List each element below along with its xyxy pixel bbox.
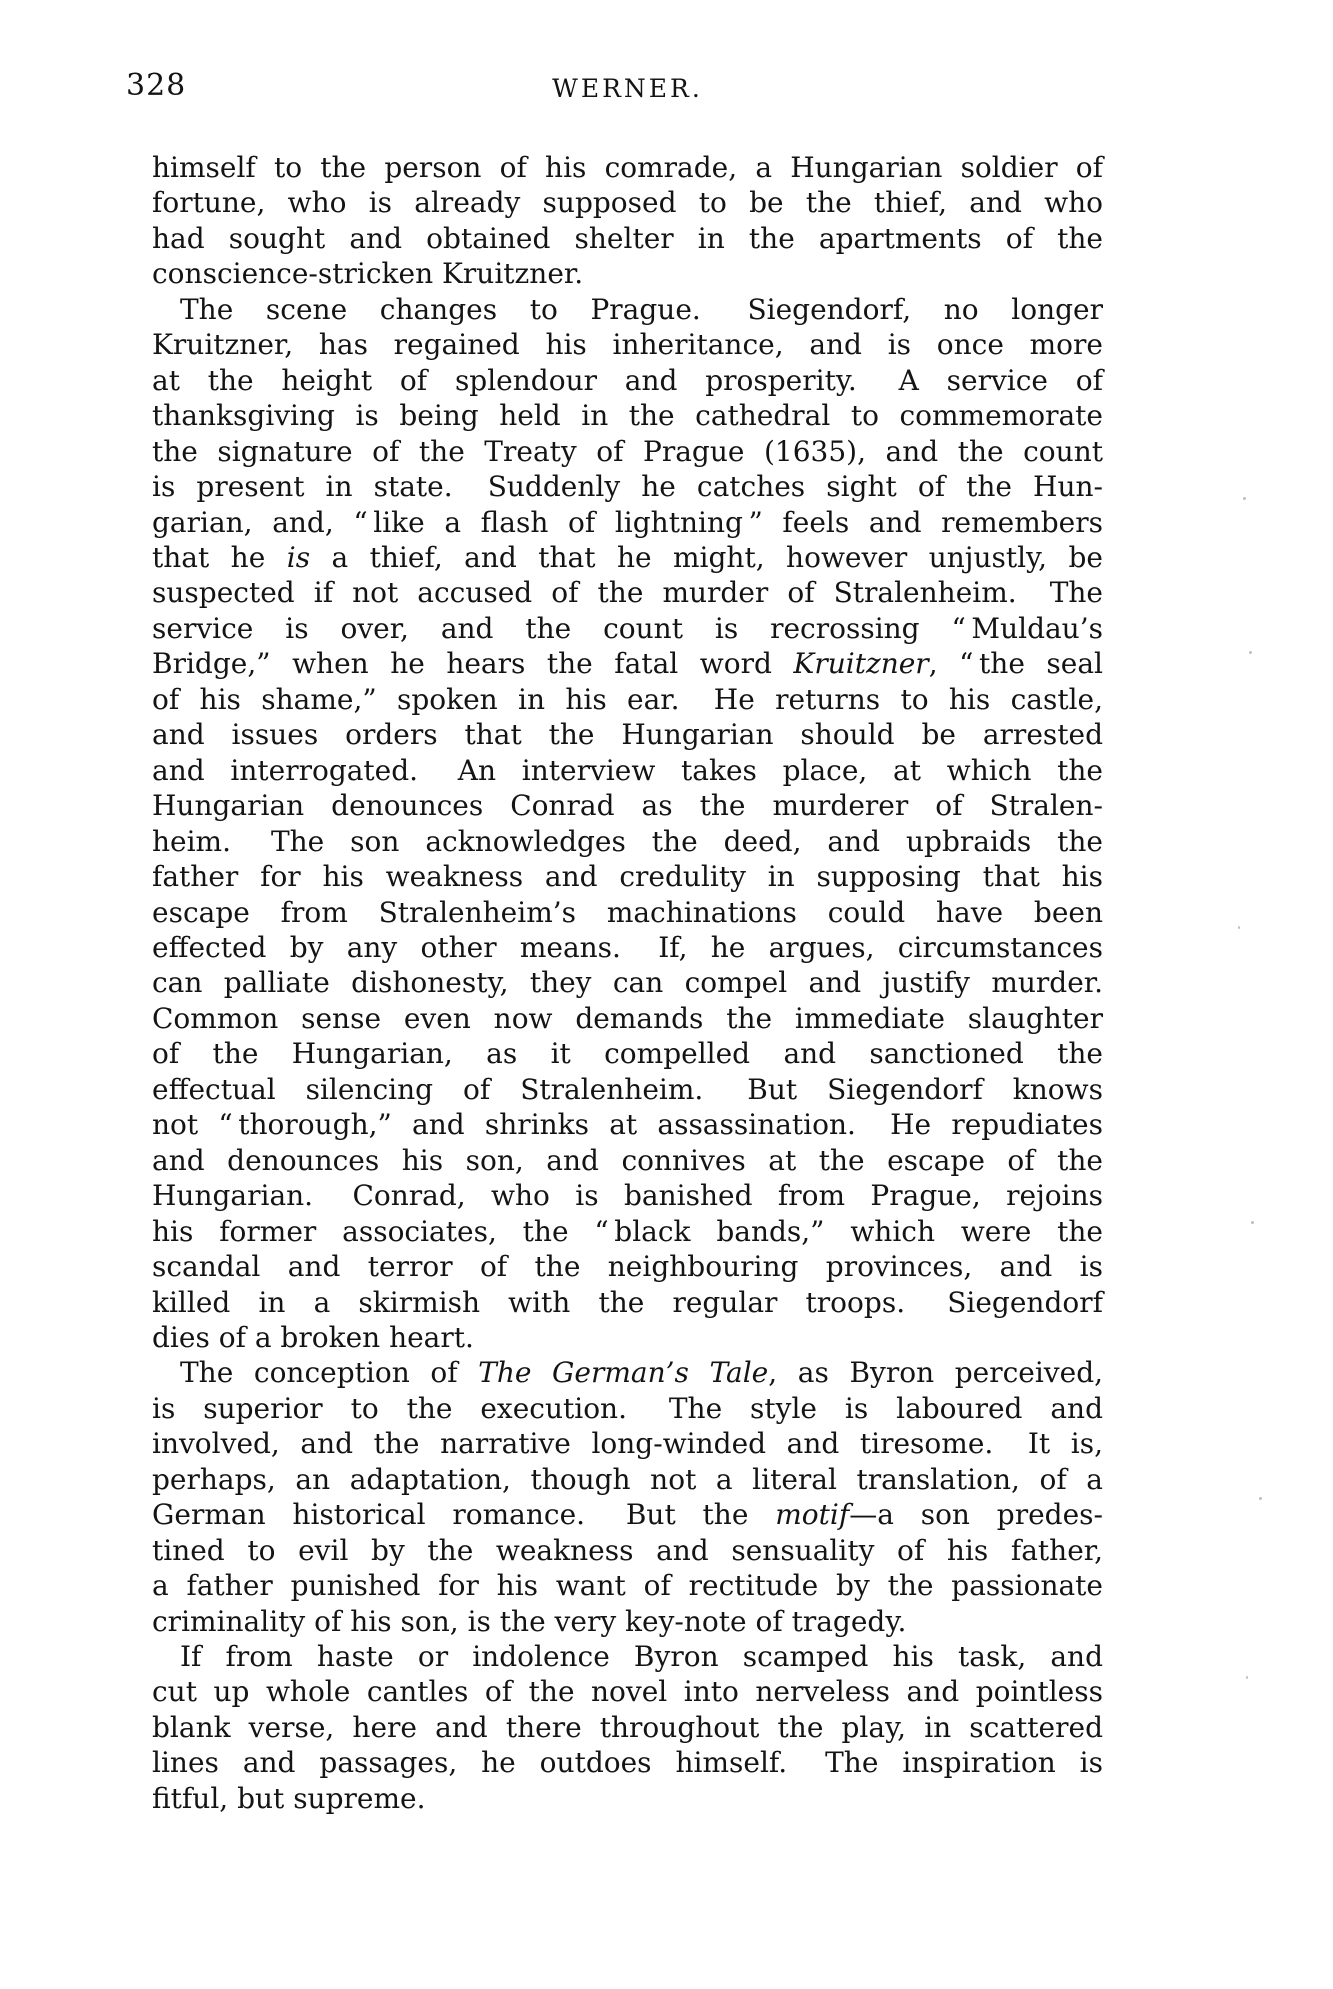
text-segment: If from haste or indolence Byron scamped his task, and (180, 1640, 1103, 1674)
text-segment: Common sense even now demands the immediate slaughter (152, 1001, 1103, 1035)
text-segment: father for his weakness and credulity in supposing that his (152, 860, 1103, 894)
text-segment: a father punished for his want of rectitude by the passionate (152, 1569, 1103, 1603)
text-segment: conscience-stricken Kruitzner. (152, 257, 584, 291)
text-line (152, 575, 1103, 610)
text-segment: fitful, but supreme. (152, 1781, 426, 1815)
text-segment: can palliate dishonesty, they can compel and justify murder. (152, 966, 1103, 1000)
running-head: WERNER. (552, 74, 703, 103)
text-segment: criminality of his son, is the very key-note of tragedy. (152, 1604, 907, 1638)
text-line (152, 1604, 1103, 1639)
text-line (152, 1462, 1103, 1497)
italic-text: Kruitzner (793, 647, 929, 681)
text-line (152, 788, 1103, 823)
text-segment: effectual silencing of Stralenheim. But Siegendorf knows (152, 1072, 1103, 1106)
text-line (152, 256, 1103, 291)
scan-speck (1249, 651, 1252, 654)
text-segment: a thief, and that he might, however unjustly, be (310, 540, 1103, 574)
text-segment: fortune, who is already supposed to be the thief, and who (152, 186, 1103, 220)
text-line (152, 1072, 1103, 1107)
text-segment: is present in state. Suddenly he catches sight of the Hun- (152, 470, 1103, 504)
text-line (152, 753, 1103, 788)
text-line (152, 1639, 1103, 1674)
text-line (152, 859, 1103, 894)
text-line (152, 185, 1103, 220)
text-segment: —a son predes- (849, 1498, 1103, 1532)
text-line (152, 398, 1103, 433)
text-segment: effected by any other means. If, he argues, circumstances (152, 930, 1103, 964)
text-line (152, 682, 1103, 717)
text-line (152, 1674, 1103, 1709)
text-line (152, 1355, 1103, 1390)
text-segment: the signature of the Treaty of Prague (1635), and the count (152, 434, 1103, 468)
text-segment: had sought and obtained shelter in the apartments of the (152, 221, 1103, 255)
text-segment: blank verse, here and there throughout the play, in scattered (152, 1710, 1103, 1744)
text-segment: not “ thorough,” and shrinks at assassination. He repudiates (152, 1108, 1103, 1142)
text-line (152, 1320, 1103, 1355)
text-segment: tined to evil by the weakness and sensuality of his father, (152, 1533, 1103, 1567)
text-line (152, 1391, 1103, 1426)
text-segment: and interrogated. An interview takes place, at which the (152, 753, 1103, 787)
text-line (152, 1781, 1103, 1816)
text-line (152, 1036, 1103, 1071)
text-segment: heim. The son acknowledges the deed, and upbraids the (152, 824, 1103, 858)
text-segment: and issues orders that the Hungarian should be arrested (152, 718, 1103, 752)
text-line (152, 1745, 1103, 1780)
text-segment: , as Byron perceived, (768, 1356, 1104, 1390)
text-segment: of his shame,” spoken in his ear. He returns to his castle, (152, 682, 1103, 716)
text-segment: Hungarian. Conrad, who is banished from Prague, rejoins (152, 1179, 1103, 1213)
text-line (152, 930, 1103, 965)
text-segment: himself to the person of his comrade, a Hungarian soldier of (152, 151, 1103, 184)
text-segment: at the height of splendour and prosperity. A service of (152, 363, 1103, 397)
text-segment: lines and passages, he outdoes himself. The inspiration is (152, 1746, 1103, 1780)
text-line (152, 363, 1103, 398)
text-line (152, 646, 1103, 681)
italic-text: is (286, 540, 311, 574)
text-line (152, 150, 1103, 185)
text-line (152, 1001, 1103, 1036)
text-segment: perhaps, an adaptation, though not a literal translation, of a (152, 1462, 1103, 1496)
text-segment: that he (152, 540, 287, 574)
scan-speck (1259, 1497, 1262, 1500)
text-line (152, 1285, 1103, 1320)
text-line (152, 434, 1103, 469)
text-line (152, 1710, 1103, 1745)
text-line (152, 292, 1103, 327)
text-line (152, 965, 1103, 1000)
text-segment: German historical romance. But the (152, 1498, 776, 1532)
text-segment: Kruitzner, has regained his inheritance, and is once more (152, 328, 1103, 362)
text-segment: The conception of (180, 1356, 479, 1390)
text-line (152, 1143, 1103, 1178)
text-line (152, 1107, 1103, 1142)
scan-speck (1251, 1221, 1254, 1224)
text-segment: , “ the seal (928, 647, 1103, 681)
text-segment: of the Hungarian, as it compelled and sanctioned the (152, 1037, 1103, 1071)
text-segment: and denounces his son, and connives at the escape of the (152, 1143, 1103, 1177)
text-segment: is superior to the execution. The style is laboured and (152, 1391, 1103, 1425)
text-line (152, 1214, 1103, 1249)
text-line (152, 824, 1103, 859)
text-segment: escape from Stralenheim’s machinations could have been (152, 895, 1103, 929)
text-line (152, 717, 1103, 752)
text-line (152, 221, 1103, 256)
text-segment: dies of a broken heart. (152, 1320, 474, 1354)
text-segment: involved, and the narrative long-winded and tiresome. It is, (152, 1427, 1103, 1461)
text-line (152, 611, 1103, 646)
text-segment: thanksgiving is being held in the cathedral to commemorate (152, 399, 1103, 433)
page-body (152, 150, 1103, 1816)
page-number: 328 (126, 68, 187, 103)
scan-speck (1238, 926, 1240, 929)
italic-text: motif (775, 1498, 850, 1532)
text-segment: Bridge,” when he hears the fatal word (152, 647, 794, 681)
scan-speck (1246, 1676, 1248, 1679)
text-line (152, 469, 1103, 504)
text-line (152, 1497, 1103, 1532)
text-line (152, 540, 1103, 575)
text-line (152, 1249, 1103, 1284)
scan-speck (1243, 497, 1246, 500)
italic-text: The German’s Tale (478, 1356, 769, 1390)
text-segment: killed in a skirmish with the regular troops. Siegendorf (152, 1285, 1103, 1319)
text-segment: suspected if not accused of the murder of Stralenheim. The (152, 576, 1103, 610)
text-line (152, 327, 1103, 362)
text-segment: garian, and, “ like a flash of lightning ” feels and remembers (152, 505, 1103, 539)
text-segment: service is over, and the count is recrossing “ Muldau’s (152, 611, 1103, 645)
text-line (152, 1426, 1103, 1461)
text-segment: his former associates, the “ black bands,” which were the (152, 1214, 1103, 1248)
text-line (152, 1533, 1103, 1568)
text-line (152, 1568, 1103, 1603)
text-line (152, 505, 1103, 540)
text-segment: cut up whole cantles of the novel into nerveless and pointless (152, 1675, 1103, 1709)
text-line (152, 1178, 1103, 1213)
text-line (152, 895, 1103, 930)
text-segment: scandal and terror of the neighbouring provinces, and is (152, 1250, 1103, 1284)
text-segment: The scene changes to Prague. Siegendorf, no longer (180, 292, 1103, 326)
text-segment: Hungarian denounces Conrad as the murderer of Stralen- (152, 789, 1103, 823)
